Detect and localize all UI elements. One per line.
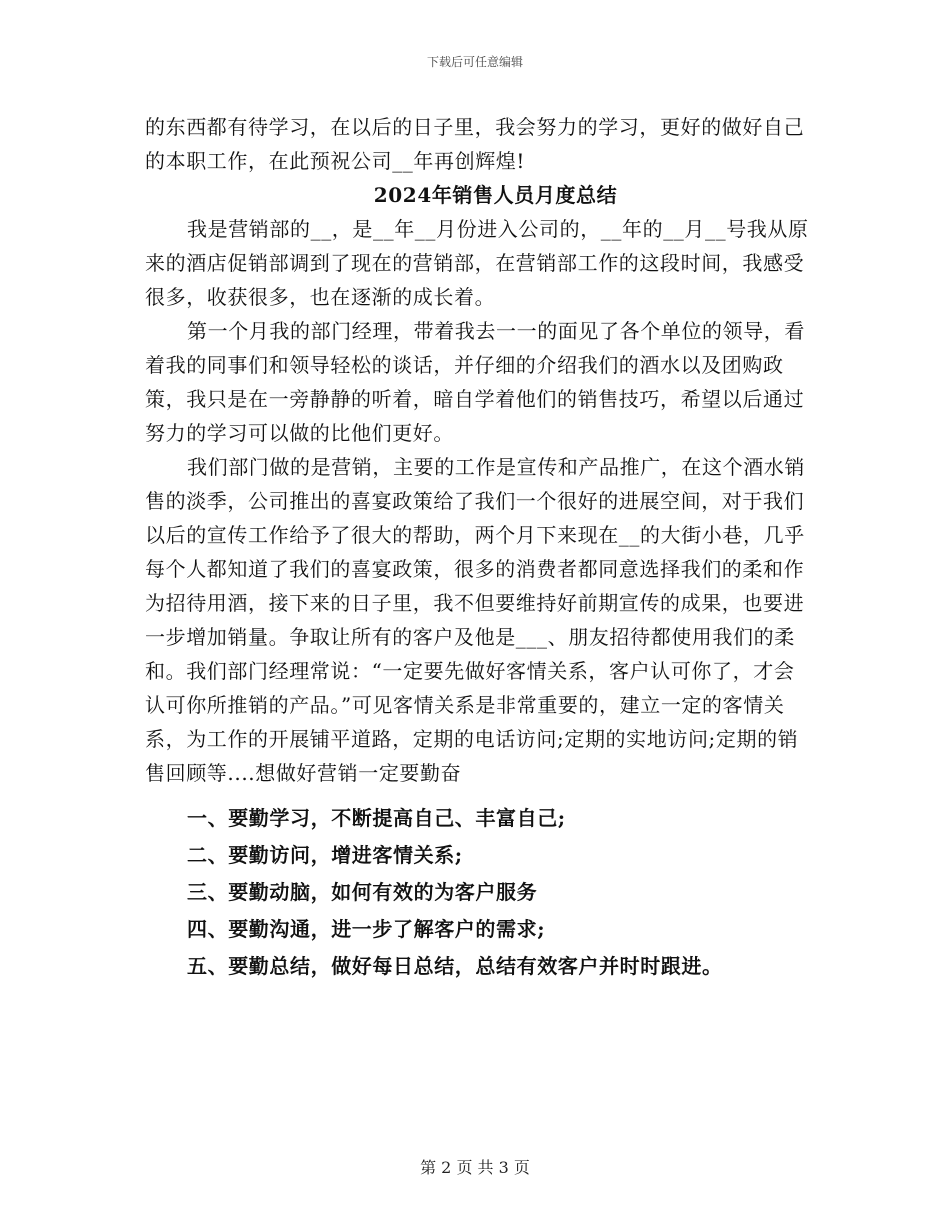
- list-item: 三、要勤动脑，如何有效的为客户服务: [187, 880, 538, 904]
- document-body: [145, 110, 810, 985]
- list-item: 二、要勤访问，增进客情关系;: [187, 843, 463, 867]
- diligence-list: [145, 800, 810, 985]
- page-header: 下载后可任意编辑: [426, 55, 523, 69]
- document-title: 2024年销售人员月度总结: [373, 183, 618, 207]
- body-paragraph-1: 我是营销部的__，是__年__月份进入公司的，__年的__月__号我从原来的酒店促销部调到了现在的营销部，在营销部工作的这段时间，我感受很多，收获很多，也在逐渐的成长着。: [145, 217, 809, 309]
- list-item: 四、要勤沟通，进一步了解客户的需求;: [187, 917, 546, 941]
- page-number: 第 2 页 共 3 页: [420, 1158, 530, 1177]
- intro-paragraph: 的东西都有待学习，在以后的日子里，我会努力的学习，更好的做好自己的本职工作，在此预祝公司__年再创辉煌!: [145, 115, 805, 173]
- body-paragraph-3: 我们部门做的是营销，主要的工作是宣传和产品推广，在这个酒水销售的淡季，公司推出的喜宴政策给了我们一个很好的进展空间，对于我们以后的宣传工作给予了很大的帮助，两个月下来现在__的大街小巷，几乎每个人都知道了我们的喜宴政策，很多的消费者都同意选择我们的柔和作为招待用酒，接下来的日子里，我不但要维持好前期宣传的成果，也要进一步增加销量。争取让所有的客户及他是___、朋友招待都使用我们的柔和。我们部门经理常说：“一定要先做好客情关系，客户认可你了，才会认可你所推销的产品。”可见客情关系是非常重要的，建立一定的客情关系，为工作的开展铺平道路，定期的电话访问;定期的实地访问;定期的销售回顾等....想做好营销一定要勤奋: [145, 455, 805, 785]
- body-paragraph-2: 第一个月我的部门经理，带着我去一一的面见了各个单位的领导，看着我的同事们和领导轻松的谈话，并仔细的介绍我们的酒水以及团购政策，我只是在一旁静静的听着，暗自学着他们的销售技巧，希望以后通过努力的学习可以做的比他们更好。: [145, 319, 805, 445]
- list-item: 五、要勤总结，做好每日总结，总结有效客户并时时跟进。: [187, 954, 723, 978]
- list-item: 一、要勤学习，不断提高自己、丰富自己;: [187, 806, 566, 830]
